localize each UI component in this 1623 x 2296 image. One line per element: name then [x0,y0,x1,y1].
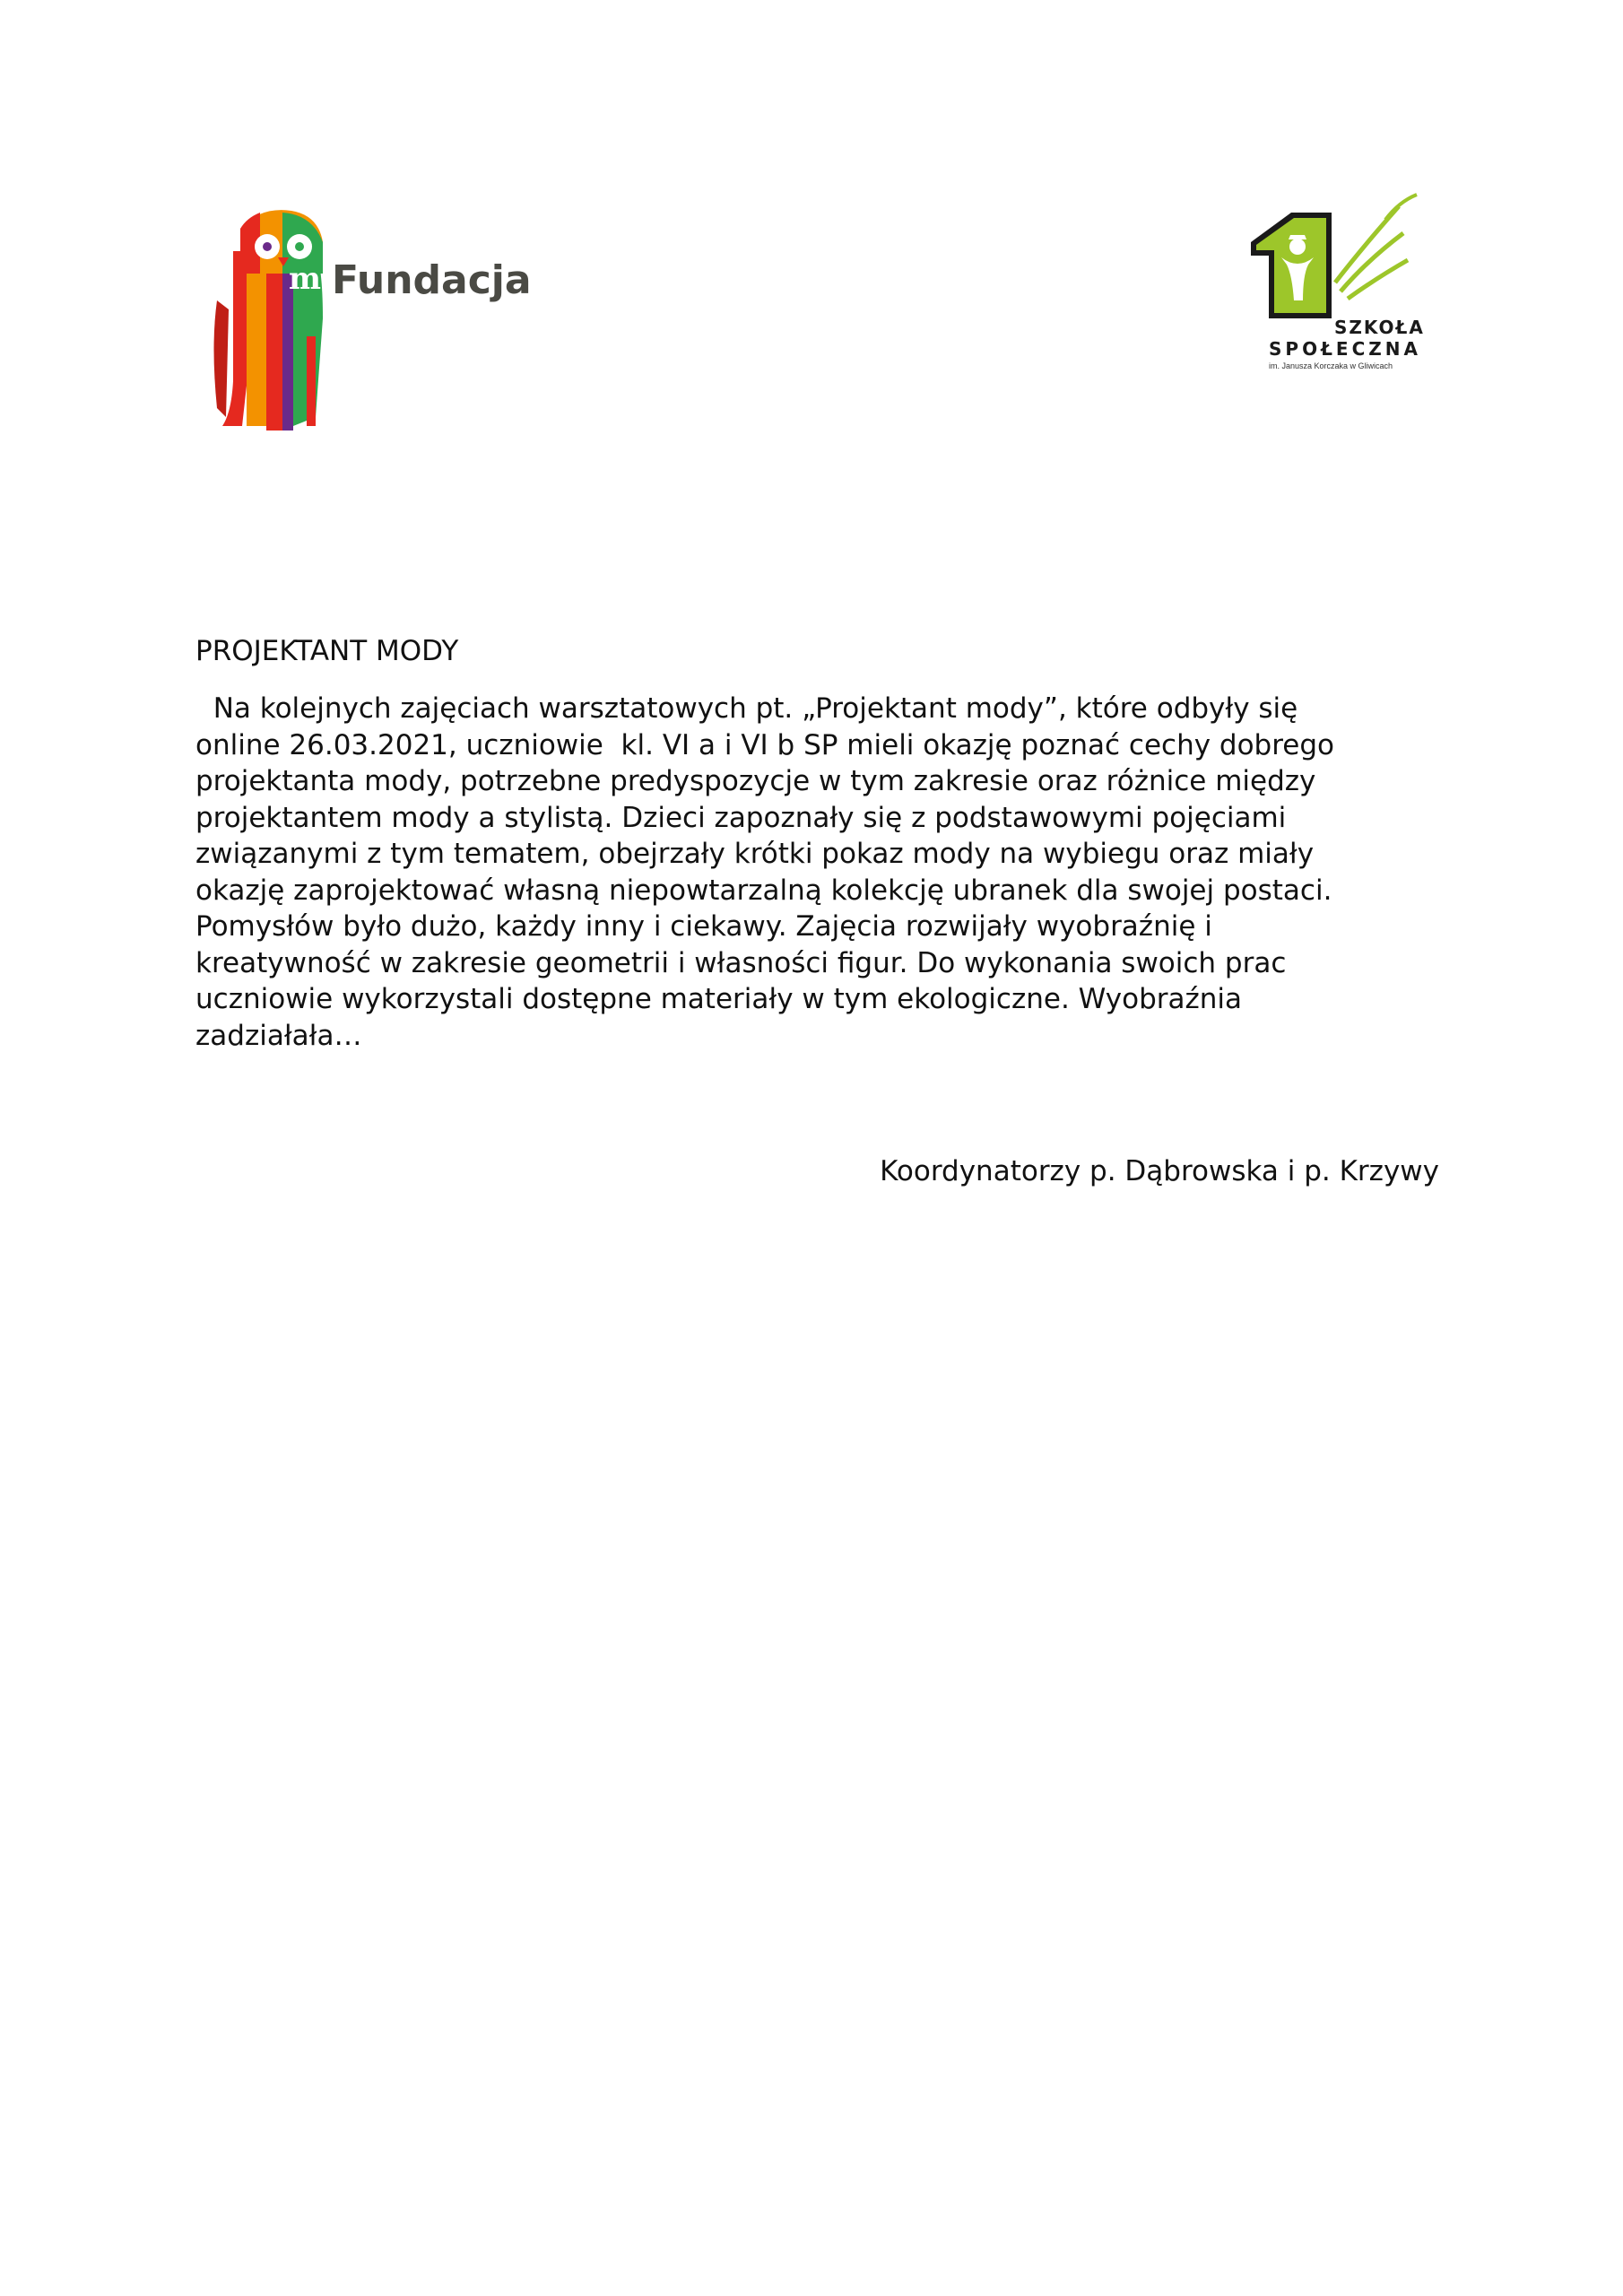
owl-icon [206,202,332,435]
owl-m-letter: m [289,261,321,297]
body-line: kreatywność w zakresie geometrii i własności figur. Do wykonania swoich prac [195,946,1287,979]
fundacja-logo [206,202,532,435]
school-patron-line: im. Janusza Korczaka w Gliwicach [1269,361,1393,370]
body-line: zadziałała… [195,1019,362,1052]
signature: Koordynatorzy p. Dąbrowska i p. Krzywy [880,1155,1439,1187]
fundacja-wordmark: Fundacja [332,257,532,303]
school-name-line2: SPOŁECZNA [1269,338,1421,360]
body-line: projektantem mody a stylistą. Dzieci zapoznały się z podstawowymi pojęciami [195,801,1287,834]
document-body [195,691,1451,1054]
body-line: związanymi z tym tematem, obejrzały krótki pokaz mody na wybiegu oraz miały [195,838,1315,870]
body-line: Pomysłów było dużo, każdy inny i ciekawy. Zajęcia rozwijały wyobraźnię i [195,910,1212,943]
document-title: PROJEKTANT MODY [195,635,459,667]
body-line: projektanta mody, potrzebne predyspozycje w tym zakresie oraz różnice między [195,765,1316,797]
school-emblem-icon [1242,193,1430,318]
school-name-line1: SZKOŁA [1334,317,1425,338]
body-line: Na kolejnych zajęciach warsztatowych pt. „Projektant mody”, które odbyły się [195,692,1298,725]
body-line: okazję zaprojektować własną niepowtarzalną kolekcję ubranek dla swojej postaci. [195,874,1332,907]
body-line: online 26.03.2021, uczniowie kl. VI a i VI b SP mieli okazję poznać cechy dobrego [195,728,1335,761]
body-line: uczniowie wykorzystali dostępne materiały w tym ekologiczne. Wyobraźnia [195,983,1243,1015]
szkola-spoleczna-logo [1242,193,1430,372]
